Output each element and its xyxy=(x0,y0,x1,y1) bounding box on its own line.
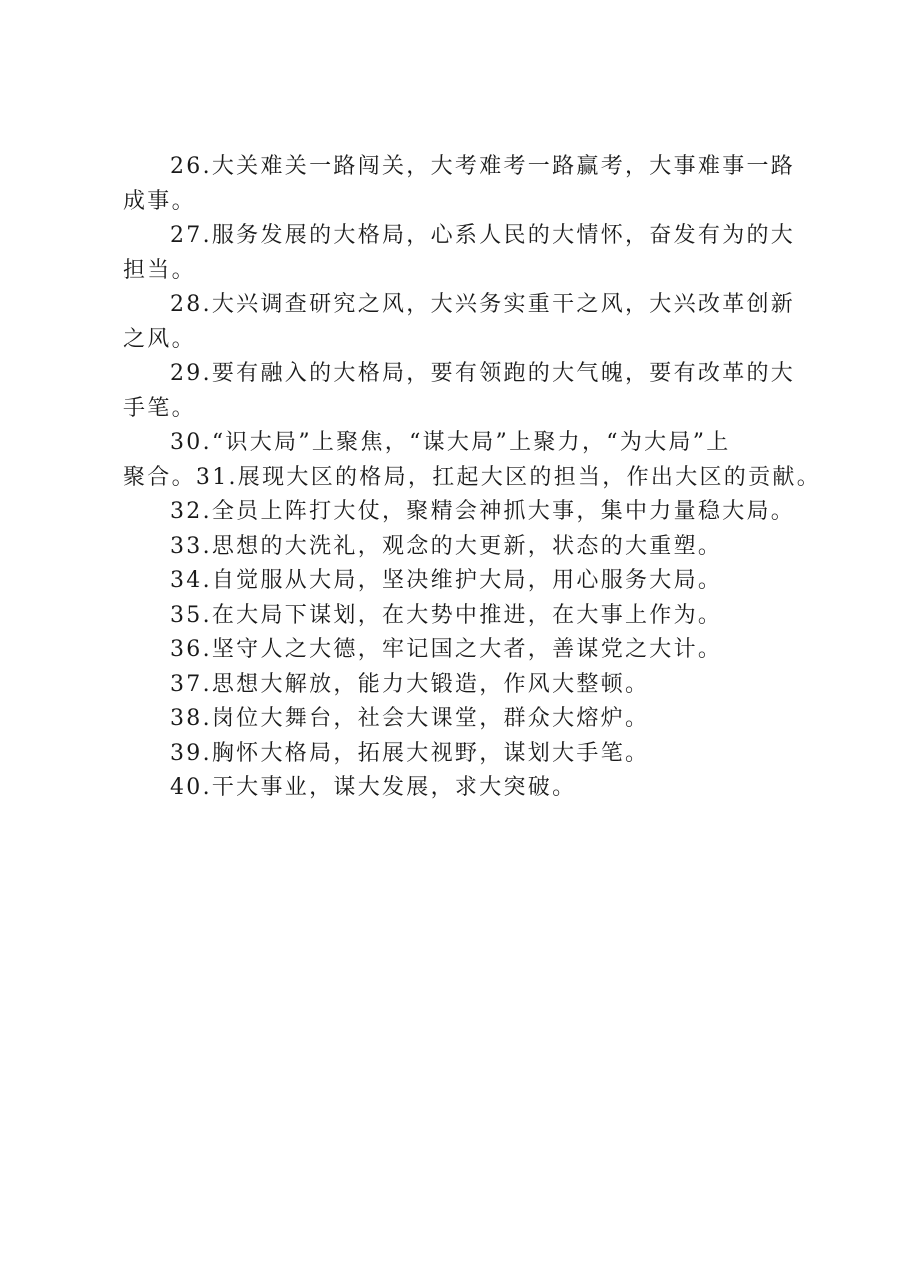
text-line-1: 26.大关难关一路闯关，大考难考一路赢考，大事难事一路 xyxy=(170,154,796,179)
text-line-12: 33.思想的大洗礼，观念的大更新，状态的大重塑。 xyxy=(170,533,723,559)
text-line-16: 37.思想大解放，能力大锻造，作风大整顿。 xyxy=(170,671,650,697)
text-line-2: 成事。 xyxy=(123,188,196,214)
text-line-17: 38.岗位大舞台，社会大课堂，群众大熔炉。 xyxy=(170,706,650,731)
text-line-4: 担当。 xyxy=(123,257,196,283)
text-line-10: 聚合。31.展现大区的格局，扛起大区的担当，作出大区的贡献。 xyxy=(123,464,821,490)
text-line-11: 32.全员上阵打大仗，聚精会神抓大事，集中力量稳大局。 xyxy=(170,499,796,524)
text-line-7: 29.要有融入的大格局，要有领跑的大气魄，要有改革的大 xyxy=(170,361,796,386)
text-line-15: 36.坚守人之大德，牢记国之大者，善谋党之大计。 xyxy=(170,637,723,662)
text-line-3: 27.服务发展的大格局，心系人民的大情怀，奋发有为的大 xyxy=(170,223,796,248)
text-line-18: 39.胸怀大格局，拓展大视野，谋划大手笔。 xyxy=(170,740,650,766)
text-line-8: 手笔。 xyxy=(123,395,196,421)
text-line-5: 28.大兴调查研究之风，大兴务实重干之风，大兴改革创新 xyxy=(170,292,796,317)
text-line-6: 之风。 xyxy=(123,326,196,352)
text-line-9: 30.“识大局”上聚焦，“谋大局”上聚力，“为大局”上 xyxy=(170,430,731,455)
document-body xyxy=(123,150,821,806)
text-line-13: 34.自觉服从大局，坚决维护大局，用心服务大局。 xyxy=(170,568,723,593)
text-line-19: 40.干大事业，谋大发展，求大突破。 xyxy=(170,775,577,800)
text-line-14: 35.在大局下谋划，在大势中推进，在大事上作为。 xyxy=(170,602,723,628)
